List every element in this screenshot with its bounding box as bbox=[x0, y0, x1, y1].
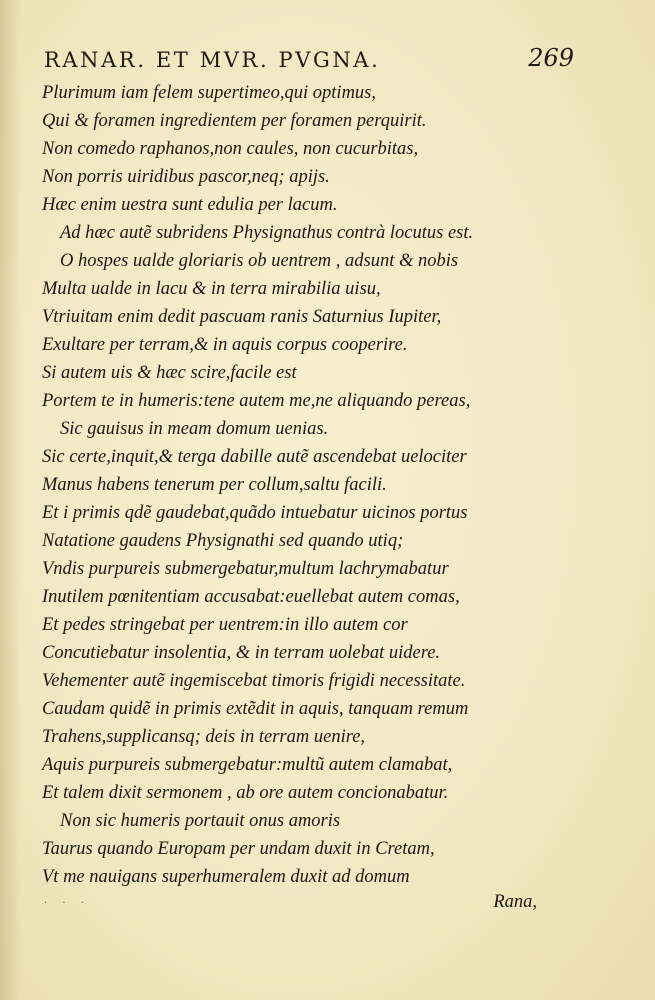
verse-line: Et pedes stringebat per uentrem:in illo autem cor bbox=[42, 615, 408, 635]
verse-line: Aquis purpureis submergebatur:multũ autem clamabat, bbox=[42, 755, 453, 775]
verse-line: Natatione gaudens Physignathi sed quando utiq; bbox=[42, 531, 404, 551]
verse-line: Multa ualde in lacu & in terra mirabilia uisu, bbox=[42, 279, 381, 299]
page-number: 269 bbox=[528, 44, 574, 72]
verse-line: Si autem uis & hæc scire,facile est bbox=[42, 363, 297, 383]
verse-line: O hospes ualde gloriaris ob uentrem , adsunt & nobis bbox=[60, 251, 459, 271]
running-head bbox=[44, 44, 584, 78]
verse-line: Plurimum iam felem supertimeo,qui optimus, bbox=[42, 83, 377, 103]
verse-line: Et talem dixit sermonem , ab ore autem concionabatur. bbox=[42, 783, 449, 803]
verse-line: Exultare per terram,& in aquis corpus cooperire. bbox=[42, 335, 408, 355]
running-title: RANAR. ET MVR. PVGNA. bbox=[44, 48, 381, 72]
verse-line: Caudam quidẽ in primis extẽdit in aquis, tanquam remum bbox=[42, 699, 469, 719]
verse-line: Non sic humeris portauit onus amoris bbox=[60, 811, 341, 831]
verse-line: Qui & foramen ingredientem per foramen perquirit. bbox=[42, 111, 427, 131]
verse-line: Manus habens tenerum per collum,saltu facili. bbox=[42, 475, 387, 495]
verse-line: Sic certe,inquit,& terga dabille autẽ ascendebat uelociter bbox=[42, 447, 467, 467]
ink-specks: · · · bbox=[44, 898, 90, 909]
gutter-shadow bbox=[0, 0, 22, 1000]
verse-line: Sic gauisus in meam domum uenias. bbox=[60, 419, 329, 439]
verse-line: Vtriuitam enim dedit pascuam ranis Saturnius Iupiter, bbox=[42, 307, 442, 327]
verse-line: Portem te in humeris:tene autem me,ne aliquando pereas, bbox=[42, 391, 471, 411]
verse-line: Non comedo raphanos,non caules, non cucurbitas, bbox=[42, 139, 419, 159]
verse-line: Vndis purpureis submergebatur,multum lachrymabatur bbox=[42, 559, 449, 579]
verse-line: Vt me nauigans superhumeralem duxit ad domum bbox=[42, 867, 410, 887]
verse-line: Non porris uiridibus pascor,neq; apijs. bbox=[42, 167, 330, 187]
verse-line: Concutiebatur insolentia, & in terram uolebat uidere. bbox=[42, 643, 441, 663]
verse-line: Ad hæc autẽ subridens Physignathus contrà locutus est. bbox=[60, 223, 474, 243]
verse-line: Trahens,supplicansq; deis in terram uenire, bbox=[42, 727, 366, 747]
catchword: Rana, bbox=[493, 892, 537, 912]
verse-line: Et i primis qdẽ gaudebat,quãdo intuebatur uicinos portus bbox=[42, 503, 468, 523]
verse-line: Inutilem pœnitentiam accusabat:euellebat autem comas, bbox=[42, 587, 460, 607]
verse-line: Taurus quando Europam per undam duxit in Cretam, bbox=[42, 839, 435, 859]
verse-line: Hæc enim uestra sunt edulia per lacum. bbox=[42, 195, 338, 215]
verse-line: Vehementer autẽ ingemiscebat timoris frigidi necessitate. bbox=[42, 671, 466, 691]
